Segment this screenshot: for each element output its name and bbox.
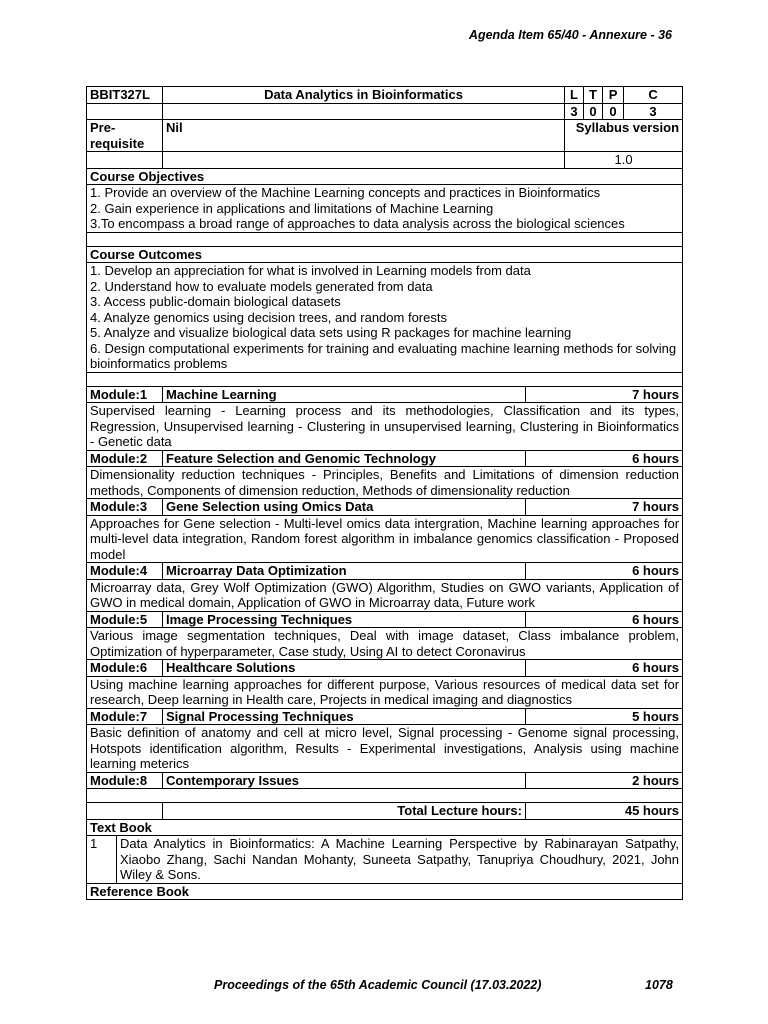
reference-heading: Reference Book xyxy=(87,883,683,900)
module-content xyxy=(87,789,683,803)
module-header-row xyxy=(87,450,683,467)
module-hours: 6 hours xyxy=(526,611,683,628)
agenda-header: Agenda Item 65/40 - Annexure - 36 xyxy=(468,28,672,42)
module-hours: 2 hours xyxy=(526,772,683,789)
module-hours: 6 hours xyxy=(526,450,683,467)
module-header-row xyxy=(87,611,683,628)
module-content: Approaches for Gene selection - Multi-level omics data intergration, Machine learning approaches for multi-level data integration, Random forest algorithm in imbalance genomics classification - Proposed model xyxy=(87,515,683,563)
total-hours: 45 hours xyxy=(526,803,683,820)
outcomes-heading: Course Outcomes xyxy=(87,246,683,263)
textbook-heading: Text Book xyxy=(87,819,683,836)
ltpc-label-t: T xyxy=(584,87,603,104)
course-code: BBIT327L xyxy=(87,87,163,104)
prerequisite-value: Nil xyxy=(163,120,565,152)
ltpc-value-l: 3 xyxy=(565,103,584,120)
module-header-row xyxy=(87,772,683,789)
module-hours: 5 hours xyxy=(526,708,683,725)
module-title: Machine Learning xyxy=(163,386,526,403)
ltpc-label-c: C xyxy=(624,87,683,104)
textbook-entry: Data Analytics in Bioinformatics: A Machine Learning Perspective by Rabinarayan Satpathy, Xiaobo Zhang, Sachi Nandan Mohanty, Suneeta Satpathy, Tanupriya Choudhury, 2021, John Wiley & Sons. xyxy=(117,836,683,884)
module-label: Module:8 xyxy=(87,772,163,789)
module-label: Module:3 xyxy=(87,499,163,516)
module-hours: 7 hours xyxy=(526,386,683,403)
module-header-row xyxy=(87,708,683,725)
syllabus-version-value: 1.0 xyxy=(565,152,683,169)
module-hours: 6 hours xyxy=(526,660,683,677)
ltpc-value-p: 0 xyxy=(603,103,624,120)
module-label: Module:5 xyxy=(87,611,163,628)
textbook-row xyxy=(87,836,683,884)
module-content: Dimensionality reduction techniques - Principles, Benefits and Limitations of dimension reduction methods, Components of dimension reduction, Methods of dimensionality reduction xyxy=(87,467,683,499)
module-label: Module:7 xyxy=(87,708,163,725)
module-title: Image Processing Techniques xyxy=(163,611,526,628)
ltpc-label-p: P xyxy=(603,87,624,104)
outcome-item: 6. Design computational experiments for training and evaluating machine learning methods for solving bioinformatics problems xyxy=(90,340,677,371)
module-title: Healthcare Solutions xyxy=(163,660,526,677)
outcome-item: 1. Develop an appreciation for what is involved in Learning models from data xyxy=(90,263,531,278)
outcome-item: 5. Analyze and visualize biological data sets using R packages for machine learning xyxy=(90,325,572,340)
module-header-row xyxy=(87,499,683,516)
objective-item: 2. Gain experience in applications and limitations of Machine Learning xyxy=(90,200,494,216)
footer-proceedings: Proceedings of the 65th Academic Council (17.03.2022) xyxy=(214,978,542,992)
outcome-item: 2. Understand how to evaluate models generated from data xyxy=(90,278,433,294)
total-row xyxy=(87,803,683,820)
module-title: Feature Selection and Genomic Technology xyxy=(163,450,526,467)
module-label: Module:4 xyxy=(87,563,163,580)
module-content: Using machine learning approaches for different purpose, Various resources of medical data set for research, Deep learning in Health care, Projects in medical imaging and diagnostics xyxy=(87,676,683,708)
textbook-number: 1 xyxy=(87,836,117,884)
module-label: Module:2 xyxy=(87,450,163,467)
module-hours: 6 hours xyxy=(526,563,683,580)
page-number: 1078 xyxy=(645,978,673,992)
module-title: Gene Selection using Omics Data xyxy=(163,499,526,516)
outcomes-list xyxy=(87,263,683,373)
module-header-row xyxy=(87,660,683,677)
syllabus-version-row xyxy=(87,152,683,169)
course-title-row xyxy=(87,87,683,104)
objectives-list xyxy=(87,185,683,233)
syllabus-version-label: Syllabus version xyxy=(565,120,683,152)
module-content: Supervised learning - Learning process and its methodologies, Classification and its types, Regression, Unsupervised learning - Clustering in unsupervised learning, Clustering in Bioinformatics - Genetic data xyxy=(87,403,683,451)
module-hours: 7 hours xyxy=(526,499,683,516)
syllabus-table xyxy=(86,86,683,900)
objective-item: 3.To encompass a broad range of approaches to data analysis across the biological sciences xyxy=(90,216,625,231)
course-title: Data Analytics in Bioinformatics xyxy=(163,87,565,104)
outcome-item: 4. Analyze genomics using decision trees, and random forests xyxy=(90,309,447,325)
module-title: Signal Processing Techniques xyxy=(163,708,526,725)
outcome-item: 3. Access public-domain biological datasets xyxy=(90,294,341,309)
objective-item: 1. Provide an overview of the Machine Learning concepts and practices in Bioinformatics xyxy=(90,185,601,200)
module-label: Module:1 xyxy=(87,386,163,403)
prerequisite-row xyxy=(87,120,683,152)
module-header-row xyxy=(87,386,683,403)
module-title: Contemporary Issues xyxy=(163,772,526,789)
module-content: Microarray data, Grey Wolf Optimization (GWO) Algorithm, Studies on GWO variants, Application of GWO in medical domain, Application of GWO in Microarray data, Future work xyxy=(87,579,683,611)
objectives-heading: Course Objectives xyxy=(87,168,683,185)
ltpc-values-row xyxy=(87,103,683,120)
module-content: Various image segmentation techniques, Deal with image dataset, Class imbalance problem, Optimization of hyperparameter, Case study, Using AI to detect Coronavirus xyxy=(87,628,683,660)
module-title: Microarray Data Optimization xyxy=(163,563,526,580)
ltpc-value-t: 0 xyxy=(584,103,603,120)
total-label: Total Lecture hours: xyxy=(163,803,526,820)
prerequisite-label: Pre-requisite xyxy=(87,120,163,152)
ltpc-label-l: L xyxy=(565,87,584,104)
module-header-row xyxy=(87,563,683,580)
ltpc-value-c: 3 xyxy=(624,103,683,120)
module-label: Module:6 xyxy=(87,660,163,677)
module-content: Basic definition of anatomy and cell at micro level, Signal processing - Genome signal processing, Hotspots identification algorithm, Results - Experimental investigations, Analysis using machine learning meterics xyxy=(87,725,683,773)
